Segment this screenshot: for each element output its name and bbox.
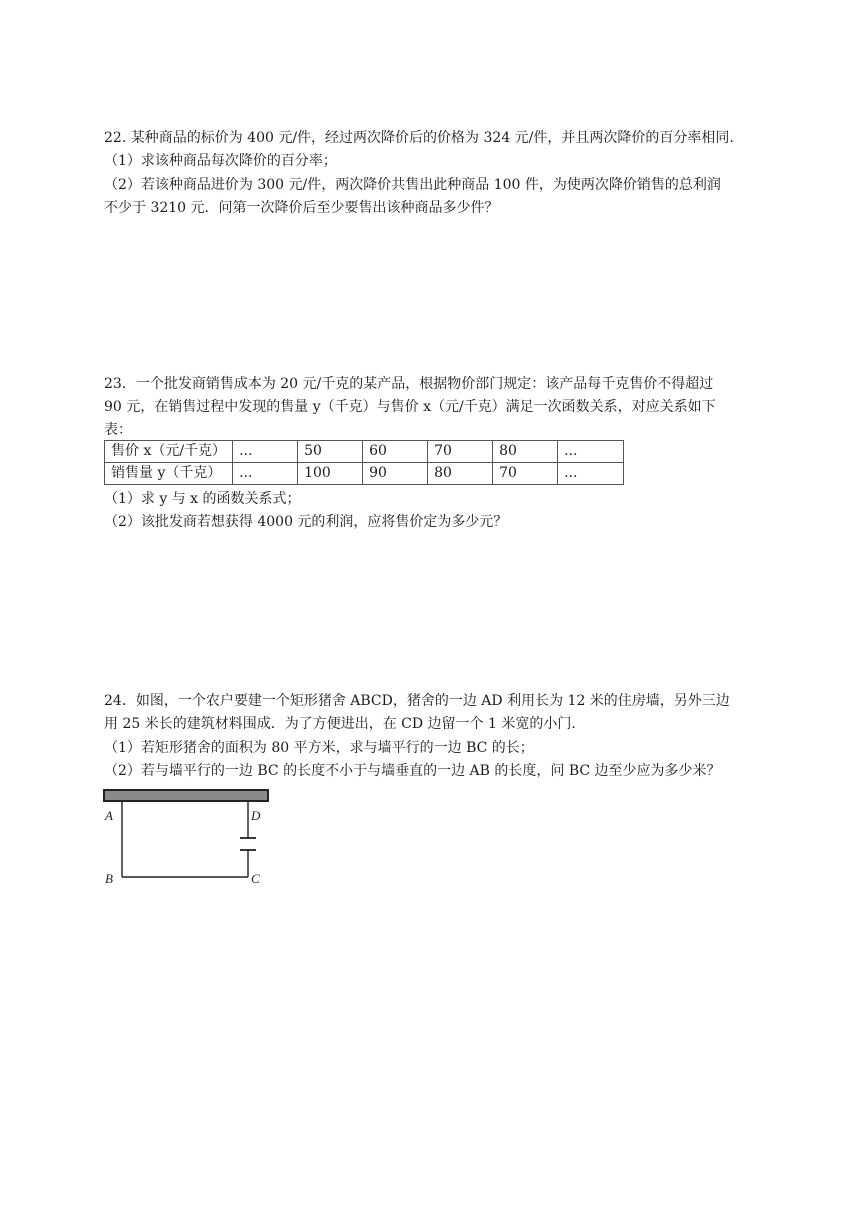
table-cell: 80 [428,463,493,485]
pigsty-diagram [100,786,275,888]
q24-part1: （1）若矩形猪舍的面积为 80 平方米，求与墙平行的一边 BC 的长； [104,740,534,756]
table-cell: ... [558,463,624,485]
q22-stem: 22. 某种商品的标价为 400 元/件，经过两次降价后的价格为 324 元/件，并且两次降价的百分率相同. [104,130,734,146]
q22-part1: （1）求该种商品每次降价的百分率； [104,153,337,169]
q24-stem-line2: 用 25 米长的建筑材料围成．为了方便进出，在 CD 边留一个 1 米宽的小门. [104,716,576,732]
table-cell: 销售量 y（千克） [105,463,233,485]
pigsty-figure [100,786,275,892]
table-cell: 70 [428,441,493,463]
table-cell: 60 [363,441,428,463]
q23-stem-line1: 23．一个批发商销售成本为 20 元/千克的某产品，根据物价部门规定：该产品每千克售价不得超过 [104,376,714,392]
table-cell: 90 [363,463,428,485]
label-c: C [251,871,260,886]
q24-stem-line1: 24．如图，一个农户要建一个矩形猪舍 ABCD，猪舍的一边 AD 利用长为 12 米的住房墙，另外三边 [104,693,730,709]
price-sales-table [104,440,624,485]
table-row [105,441,624,463]
q23-stem-line2: 90 元，在销售过程中发现的售量 y（千克）与售价 x（元/千克）满足一次函数关系，对应关系如下 [104,399,716,415]
table-cell: 100 [298,463,363,485]
table-cell: ... [233,463,298,485]
q23-stem-line3: 表： [104,422,132,438]
table-cell: 售价 x（元/千克） [105,441,233,463]
table-cell: 50 [298,441,363,463]
wall-shape [104,790,268,801]
table-row [105,463,624,485]
table-cell: ... [233,441,298,463]
table-cell: 80 [493,441,558,463]
table-cell: 70 [493,463,558,485]
q24-part2: （2）若与墙平行的一边 BC 的长度不小于与墙垂直的一边 AB 的长度，问 BC 边至少应为多少米？ [104,763,721,779]
table-cell: ... [558,441,624,463]
q23-part2: （2）该批发商若想获得 4000 元的利润，应将售价定为多少元？ [104,514,508,530]
q22-part2-line1: （2）若该种商品进价为 300 元/件，两次降价共售出此种商品 100 件，为使两次降价销售的总利润 [104,177,721,193]
q23-part1: （1）求 y 与 x 的函数关系式； [104,491,301,507]
label-d: D [251,808,261,823]
q22-part2-line2: 不少于 3210 元．问第一次降价后至少要售出该种商品多少件？ [104,200,499,216]
label-b: B [105,871,113,886]
label-a: A [105,808,113,823]
